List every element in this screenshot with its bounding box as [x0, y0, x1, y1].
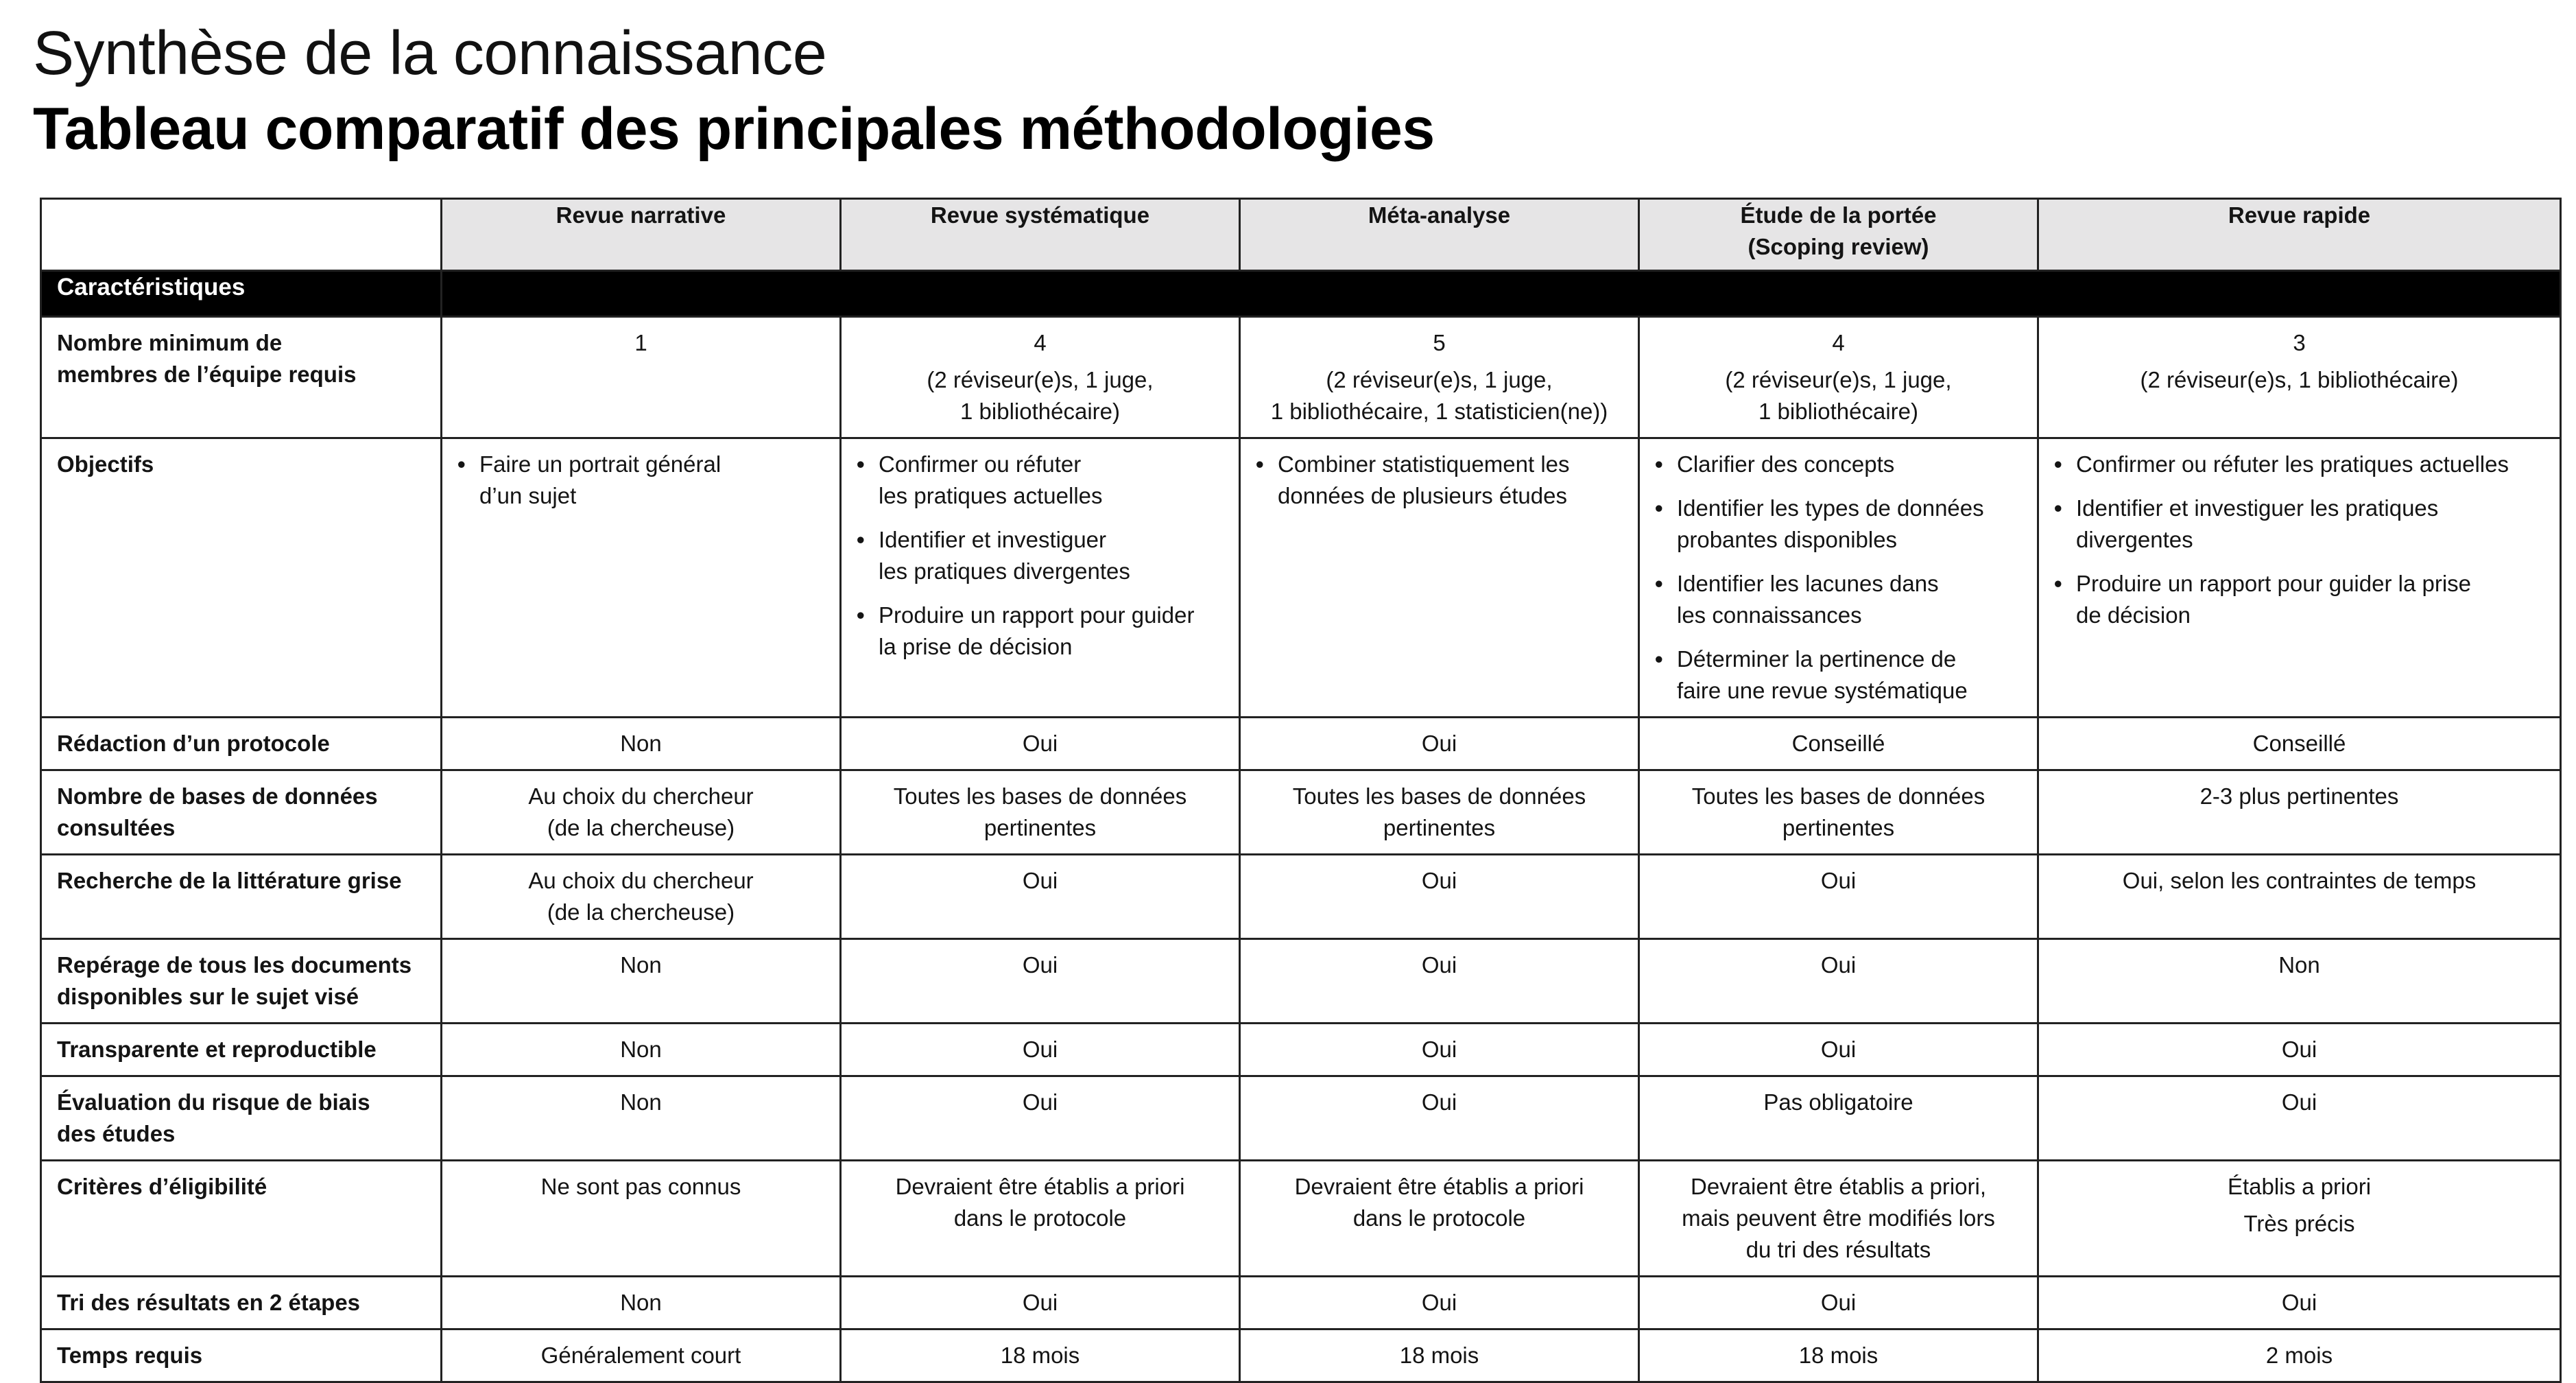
- table-row: [41, 1161, 2561, 1277]
- bullet-item: • Combiner statistiquement les données de plusieurs études: [1254, 449, 1631, 512]
- table-row: [41, 1329, 2561, 1382]
- bullet-dot-icon: •: [1655, 451, 1663, 477]
- table-row: [41, 317, 2561, 438]
- section-fill: [442, 271, 2561, 317]
- column-header: Revue narrative: [442, 199, 841, 271]
- table-cell: Oui: [841, 939, 1240, 1024]
- table-cell: 18 mois: [841, 1329, 1240, 1382]
- row-label: Recherche de la littérature grise: [41, 855, 442, 939]
- table-cell: 18 mois: [1639, 1329, 2038, 1382]
- bullet-item: • Déterminer la pertinence de faire une revue systématique: [1654, 643, 2030, 707]
- table-cell: Oui: [2038, 1076, 2561, 1161]
- table-cell: Oui: [1639, 1277, 2038, 1329]
- bullet-dot-icon: •: [857, 602, 865, 628]
- bullet-item: • Identifier et investiguer les pratiques divergentes: [2053, 493, 2553, 556]
- table-cell: [1240, 438, 1639, 718]
- table-cell: Oui: [1240, 718, 1639, 770]
- bullet-dot-icon: •: [457, 451, 466, 477]
- table-row: [41, 438, 2561, 718]
- table-cell: Généralement court: [442, 1329, 841, 1382]
- column-header: Revue systématique: [841, 199, 1240, 271]
- bullet-list: [456, 449, 833, 512]
- page-title: Tableau comparatif des principales méthodologies: [33, 96, 1435, 162]
- title-block: [33, 15, 1435, 166]
- table-cell: Oui: [1240, 855, 1639, 939]
- row-label: Objectifs: [41, 438, 442, 718]
- table-cell: Devraient être établis a priori, mais peuvent être modifiés lors du tri des résultats: [1639, 1161, 2038, 1277]
- row-label: Critères d’éligibilité: [41, 1161, 442, 1277]
- bullet-dot-icon: •: [2054, 571, 2062, 596]
- table-cell: [1639, 438, 2038, 718]
- table-cell: Toutes les bases de données pertinentes: [1240, 770, 1639, 855]
- table-cell: [442, 438, 841, 718]
- table-cell: Devraient être établis a priori dans le protocole: [1240, 1161, 1639, 1277]
- table-cell: [841, 438, 1240, 718]
- table-cell: Oui: [1639, 855, 2038, 939]
- table-cell: Non: [2038, 939, 2561, 1024]
- column-header: Étude de la portée (Scoping review): [1639, 199, 2038, 271]
- row-label: Tri des résultats en 2 étapes: [41, 1277, 442, 1329]
- table-cell: Oui: [1639, 1024, 2038, 1076]
- bullet-item: • Identifier et investiguer les pratiques divergentes: [855, 524, 1232, 587]
- table-row: [41, 1024, 2561, 1076]
- table-cell: Oui: [1639, 939, 2038, 1024]
- table-cell: Oui: [841, 1024, 1240, 1076]
- table-cell: Oui: [841, 855, 1240, 939]
- bullet-dot-icon: •: [1655, 571, 1663, 596]
- page-supertitle: Synthèse de la connaissance: [33, 19, 827, 88]
- table-row: [41, 1277, 2561, 1329]
- table-cell: 1: [442, 317, 841, 438]
- table-cell: Au choix du chercheur (de la chercheuse): [442, 770, 841, 855]
- table-cell: 4 (2 réviseur(e)s, 1 juge, 1 bibliothécaire): [1639, 317, 2038, 438]
- table-cell: Devraient être établis a priori dans le protocole: [841, 1161, 1240, 1277]
- bullet-item: • Faire un portrait général d’un sujet: [456, 449, 833, 512]
- table-cell: Au choix du chercheur (de la chercheuse): [442, 855, 841, 939]
- bullet-list: [855, 449, 1232, 663]
- table-cell: 18 mois: [1240, 1329, 1639, 1382]
- table-cell: 5 (2 réviseur(e)s, 1 juge, 1 bibliothécaire, 1 statisticien(ne)): [1240, 317, 1639, 438]
- table-cell: Toutes les bases de données pertinentes: [1639, 770, 2038, 855]
- corner-cell: [41, 199, 442, 271]
- table-cell: 3 (2 réviseur(e)s, 1 bibliothécaire): [2038, 317, 2561, 438]
- table-cell: Oui: [841, 718, 1240, 770]
- table-cell: Oui: [1240, 1076, 1639, 1161]
- table-cell: Non: [442, 1024, 841, 1076]
- bullet-item: • Confirmer ou réfuter les pratiques actuelles: [855, 449, 1232, 512]
- table-cell: Oui: [1240, 1277, 1639, 1329]
- table-cell: Non: [442, 939, 841, 1024]
- table-cell: Oui: [2038, 1024, 2561, 1076]
- row-label: Repérage de tous les documents disponibles sur le sujet visé: [41, 939, 442, 1024]
- bullet-dot-icon: •: [857, 451, 865, 477]
- bullet-dot-icon: •: [2054, 495, 2062, 521]
- table-cell: Oui: [841, 1076, 1240, 1161]
- row-label: Nombre de bases de données consultées: [41, 770, 442, 855]
- table-cell: Oui: [1240, 1024, 1639, 1076]
- table-cell: Conseillé: [2038, 718, 2561, 770]
- table-cell: 2-3 plus pertinentes: [2038, 770, 2561, 855]
- row-label: Temps requis: [41, 1329, 442, 1382]
- bullet-dot-icon: •: [857, 527, 865, 552]
- table-cell: Conseillé: [1639, 718, 2038, 770]
- bullet-list: [1254, 449, 1631, 512]
- row-label: Nombre minimum de membres de l’équipe requis: [41, 317, 442, 438]
- section-label: Caractéristiques: [41, 271, 442, 317]
- table-cell: Oui: [1240, 939, 1639, 1024]
- column-header-row: [41, 199, 2561, 271]
- table-row: [41, 770, 2561, 855]
- bullet-dot-icon: •: [1655, 646, 1663, 672]
- row-label: Évaluation du risque de biais des études: [41, 1076, 442, 1161]
- table-cell: Établis a priori Très précis: [2038, 1161, 2561, 1277]
- bullet-list: [2053, 449, 2553, 631]
- row-label: Rédaction d’un protocole: [41, 718, 442, 770]
- section-row: [41, 271, 2561, 317]
- comparison-table: [40, 198, 2562, 1383]
- bullet-item: • Identifier les lacunes dans les connaissances: [1654, 568, 2030, 631]
- bullet-item: • Clarifier des concepts: [1654, 449, 2030, 480]
- table-cell: Pas obligatoire: [1639, 1076, 2038, 1161]
- table-row: [41, 1076, 2561, 1161]
- table-row: [41, 939, 2561, 1024]
- row-label: Transparente et reproductible: [41, 1024, 442, 1076]
- bullet-item: • Confirmer ou réfuter les pratiques actuelles: [2053, 449, 2553, 480]
- table-cell: Oui, selon les contraintes de temps: [2038, 855, 2561, 939]
- table-cell: Non: [442, 1277, 841, 1329]
- column-header: Méta-analyse: [1240, 199, 1639, 271]
- bullet-dot-icon: •: [1256, 451, 1264, 477]
- table-cell: Non: [442, 718, 841, 770]
- table-cell: Ne sont pas connus: [442, 1161, 841, 1277]
- table-row: [41, 718, 2561, 770]
- table-cell: 2 mois: [2038, 1329, 2561, 1382]
- bullet-item: • Produire un rapport pour guider la prise de décision: [2053, 568, 2553, 631]
- bullet-list: [1654, 449, 2030, 707]
- bullet-dot-icon: •: [1655, 495, 1663, 521]
- table-cell: [2038, 438, 2561, 718]
- bullet-dot-icon: •: [2054, 451, 2062, 477]
- table-cell: Oui: [841, 1277, 1240, 1329]
- bullet-item: • Identifier les types de données probantes disponibles: [1654, 493, 2030, 556]
- table-cell: Oui: [2038, 1277, 2561, 1329]
- table-cell: 4 (2 réviseur(e)s, 1 juge, 1 bibliothécaire): [841, 317, 1240, 438]
- bullet-item: • Produire un rapport pour guider la prise de décision: [855, 600, 1232, 663]
- table-cell: Non: [442, 1076, 841, 1161]
- column-header: Revue rapide: [2038, 199, 2561, 271]
- table-cell: Toutes les bases de données pertinentes: [841, 770, 1240, 855]
- table-row: [41, 855, 2561, 939]
